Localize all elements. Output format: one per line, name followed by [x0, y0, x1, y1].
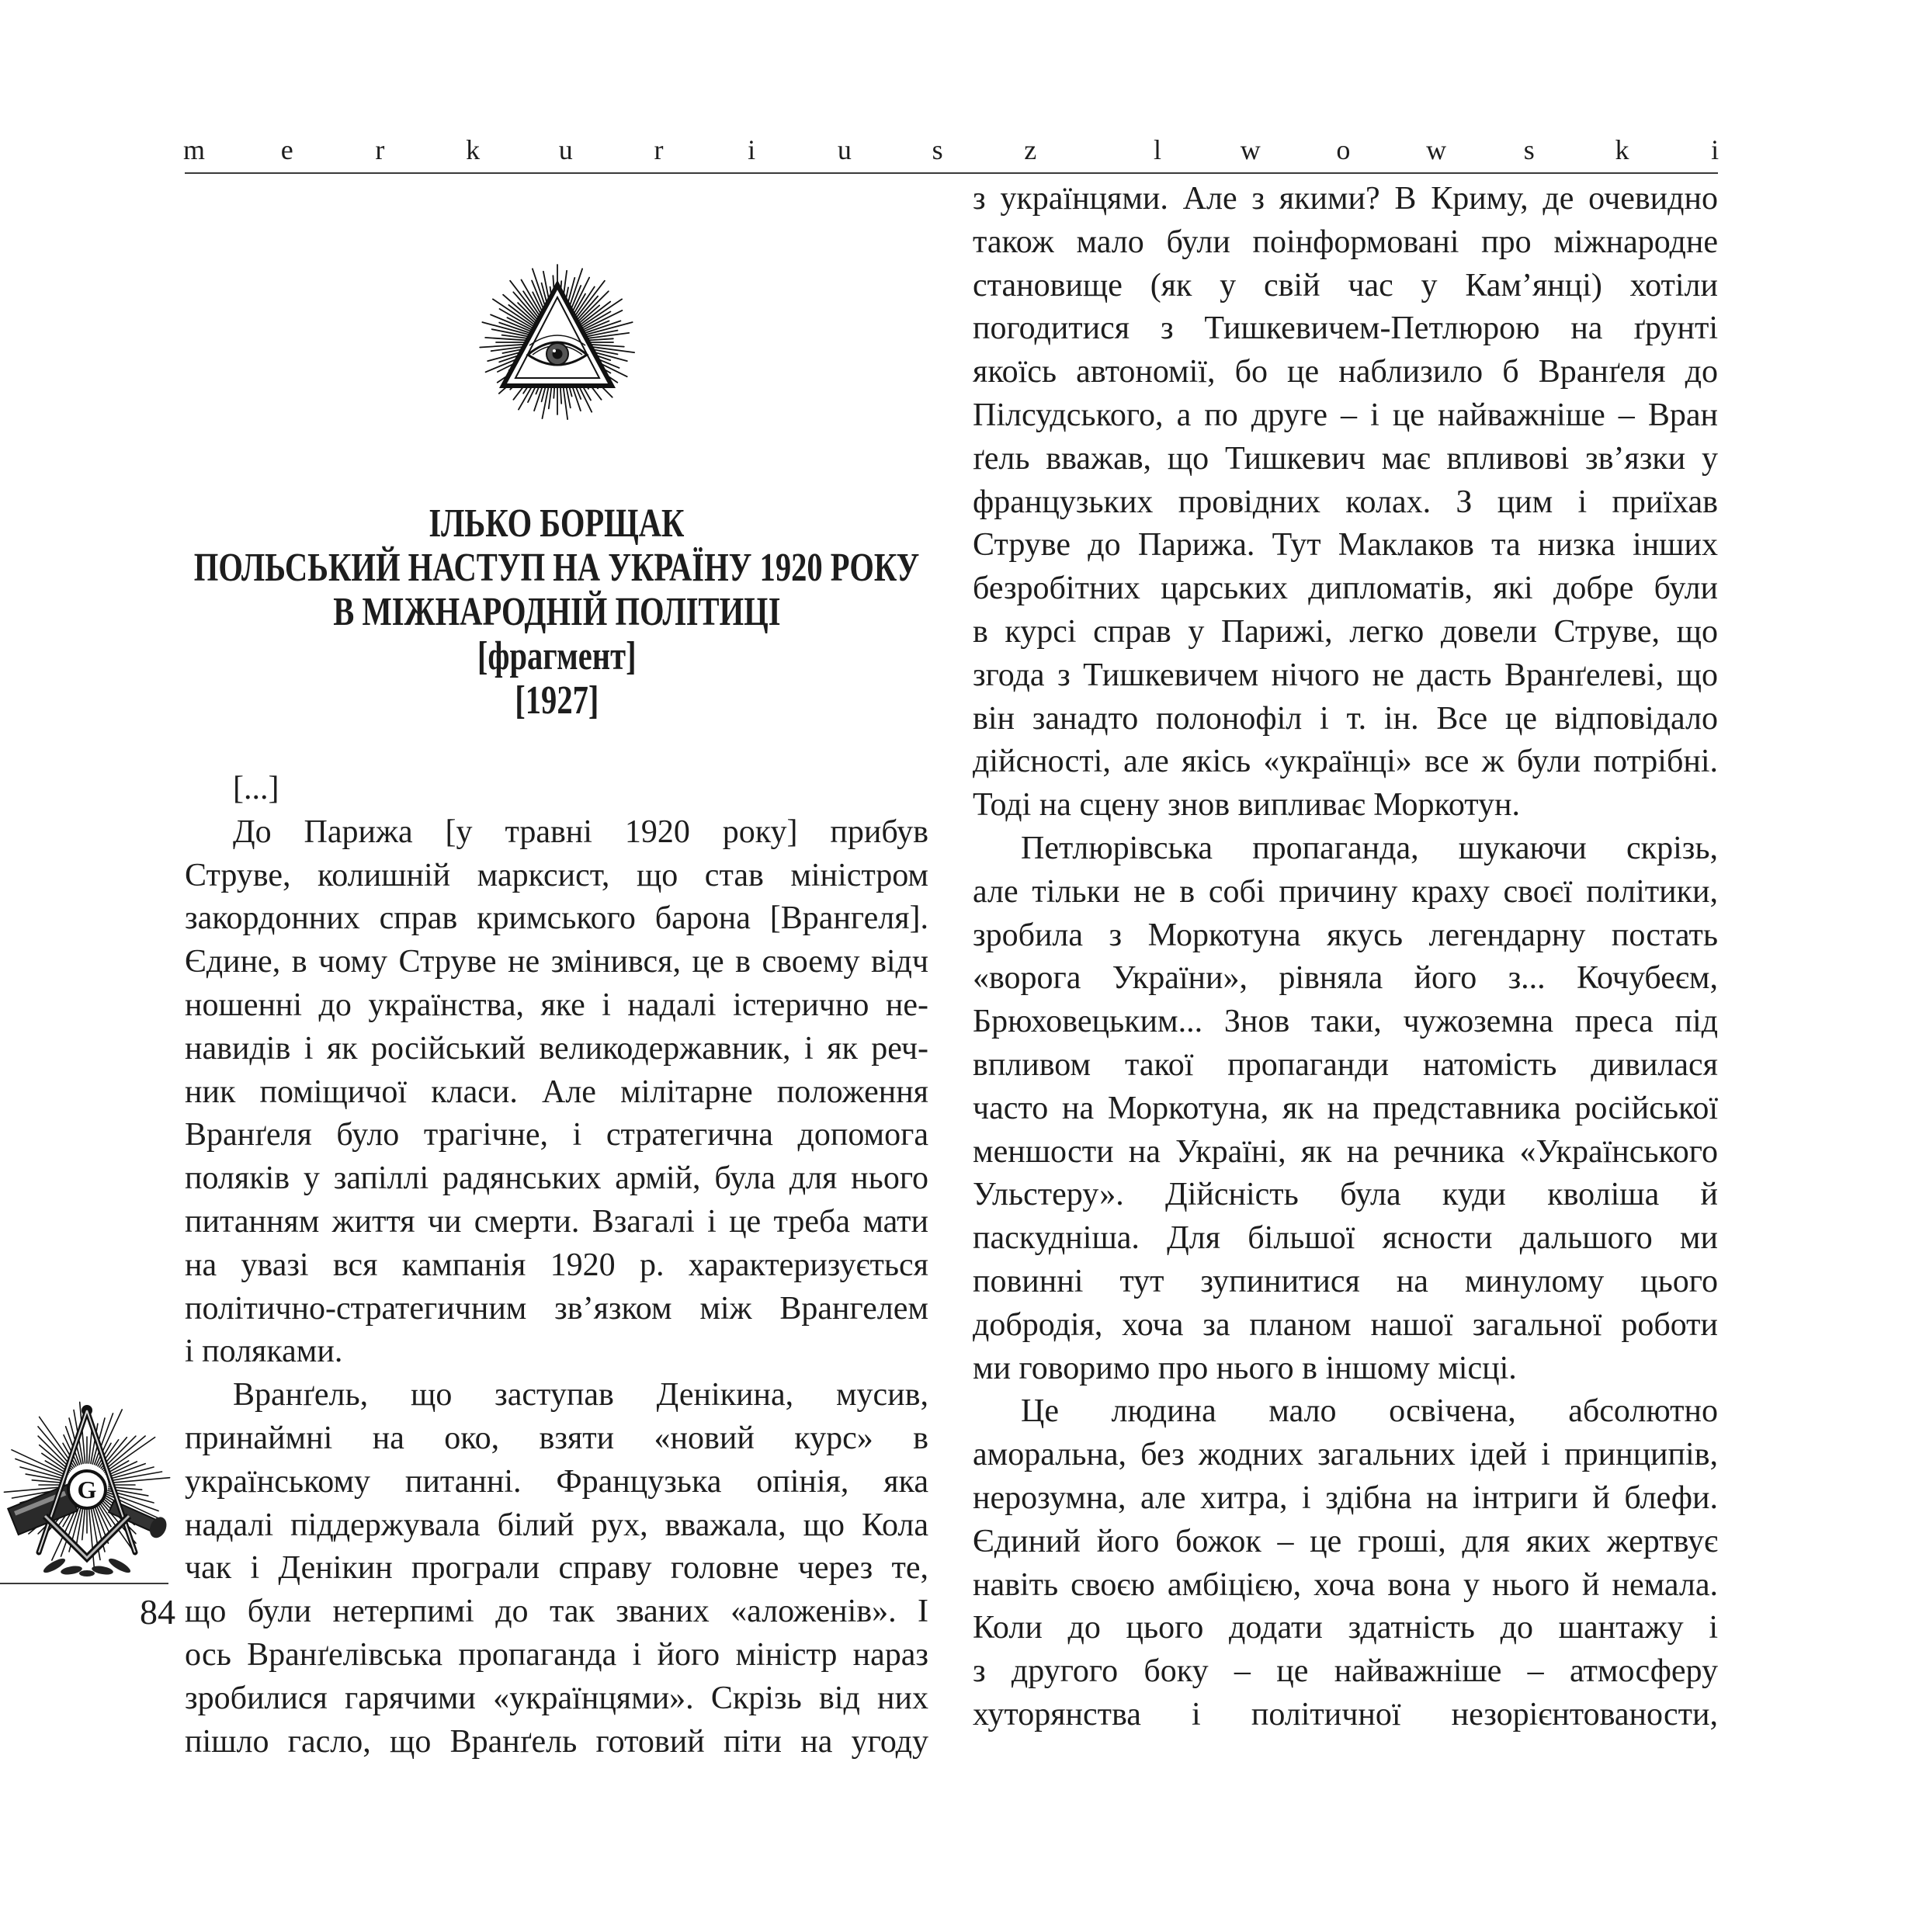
body-line: він занадто полонофіл і т. ін. Все це відповідало: [973, 700, 1718, 737]
body-line: безробітних царських дипломатів, які добре були: [973, 571, 1719, 607]
body-line: з другого боку – це найважніше – атмосферу: [973, 1653, 1718, 1690]
running-header: [0, 130, 1926, 169]
emblem-letter: G: [77, 1476, 97, 1504]
header-letter: z: [1024, 134, 1037, 165]
body-line: ось Вранґелівська пропаганда і його міністр нараз: [185, 1636, 928, 1673]
body-line: навіть своєю амбіцією, хоча вона у нього й немала.: [973, 1566, 1718, 1603]
body-line: питанням життя чи смерти. Взагалі і це треба мати: [185, 1203, 928, 1240]
article-note: [фрагмент]: [477, 634, 637, 678]
body-line: аморальна, без жодних загальних ідей і принципів,: [973, 1437, 1718, 1473]
body-line: але тільки не в собі причину краху своєї політики,: [973, 873, 1718, 910]
body-line: Струве, колишній марксист, що став міністром: [185, 857, 928, 893]
body-line: нерозумна, але хитра, і здібна на інтриги й блефи.: [973, 1479, 1718, 1516]
header-letter: w: [1426, 134, 1447, 165]
article-heading-line: В МІЖНАРОДНІЙ ПОЛІТИЦІ: [332, 590, 781, 634]
body-line: дійсності, але якісь «українці» все ж були потрібні.: [973, 744, 1718, 780]
body-line: принаймні на око, взяти «новий курс» в: [185, 1420, 928, 1456]
page-number-rule: [0, 1583, 168, 1584]
article-year: [1927]: [514, 678, 599, 723]
body-line: ник поміщичої класи. Але мілітарне положення: [185, 1074, 928, 1110]
body-line: Тоді на сцену знов випливає Моркотун.: [973, 787, 1521, 824]
header-letter: k: [466, 134, 481, 165]
body-line: українському питанні. Французька опінія, яка: [185, 1463, 928, 1500]
left-text-column: [185, 768, 928, 1764]
header-rule: [185, 172, 1718, 174]
body-line: зробилися гарячими «українцями». Скрізь від них: [185, 1680, 928, 1716]
header-letter: o: [1336, 134, 1351, 165]
body-line: «ворога України», рівняла його з... Кочубеєм,: [973, 960, 1718, 997]
body-line: і поляками.: [185, 1334, 343, 1370]
body-line: політично-стратегичним зв’язком між Врангелем: [185, 1290, 928, 1327]
body-line: Це людина мало освічена, абсолютно: [1021, 1393, 1718, 1430]
all-seeing-eye-icon: [474, 258, 641, 421]
ray: [109, 1478, 170, 1483]
body-line: згода з Тишкевичем нічого не дасть Вранґелеві, що: [973, 657, 1718, 693]
body-line: До Парижа [у травні 1920 року] прибув: [233, 813, 928, 850]
body-line: навидів і як російський великодержавник, і як реч-: [185, 1030, 929, 1067]
header-letter: r: [654, 134, 664, 165]
body-line: Ульстеру». Дійсність була куди кволіша й: [973, 1177, 1718, 1213]
body-line: впливом такої пропаганди натомість дивилася: [973, 1046, 1718, 1083]
right-text-column: [973, 178, 1718, 1737]
body-line: ми говоримо про нього в іншому місці.: [973, 1350, 1517, 1386]
body-line: Вранґеля було трагічне, і стратегична допомога: [185, 1117, 928, 1153]
article-title-block: [185, 501, 928, 723]
body-line: зробила з Моркотуна якусь легендарну постать: [973, 917, 1718, 953]
body-line: Вранґель, що заступав Денікина, мусив,: [233, 1377, 928, 1413]
body-line: Струве до Парижа. Тут Маклаков та низка інших: [973, 527, 1718, 564]
header-letter: r: [375, 134, 385, 165]
body-line: чак і Денікин програли справу головне через те,: [185, 1550, 928, 1587]
body-line: погодитися з Тишкевичем-Петлюрою на ґрунті: [973, 310, 1718, 347]
body-line: часто на Моркотуна, як на представника російської: [973, 1090, 1719, 1126]
header-letter: i: [1711, 134, 1720, 165]
body-line: поляків у запіллі радянських армій, була для нього: [185, 1160, 928, 1197]
header-letter: k: [1615, 134, 1629, 165]
body-line: Пілсудського, а по друге – і це найважніше – Вран: [973, 397, 1718, 433]
header-letter: m: [182, 134, 206, 165]
header-letter: s: [1523, 134, 1535, 165]
body-line: повинні тут зупинитися на минулому цього: [973, 1263, 1718, 1299]
header-letter: s: [932, 134, 943, 165]
body-line: [...]: [233, 771, 279, 806]
body-line: надалі піддержувала білий рух, вважала, що Кола: [185, 1507, 928, 1543]
body-line: якоїсь автономії, бо це наблизило б Вранґеля до: [973, 354, 1718, 390]
header-letter: u: [837, 134, 852, 165]
header-letter: u: [558, 134, 573, 165]
body-line: становище (як у свій час у Кам’янці) хотіли: [973, 267, 1718, 304]
article-author: ІЛЬКО БОРЩАК: [429, 501, 685, 546]
body-line: в курсі справ у Парижі, легко довели Струве, що: [973, 613, 1718, 650]
body-line: добродія, хоча за планом нашої загальної роботи: [973, 1306, 1718, 1343]
body-line: паскудніша. Для більшої ясности дальшого ми: [973, 1220, 1718, 1257]
header-letter: e: [280, 134, 293, 165]
body-line: також мало були поінформовані про міжнародне: [973, 224, 1718, 260]
square-and-compass-icon: [0, 1393, 171, 1580]
body-line: що були нетерпимі до так званих «аложенів». І: [185, 1594, 928, 1630]
body-line: ношенні до українства, яке і надалі істерично не-: [185, 987, 928, 1023]
body-line: Єдине, в чому Струве не змінився, це в своему відч: [185, 944, 928, 980]
body-line: Коли до цього додати здатність до шантажу і: [973, 1610, 1718, 1646]
header-letter: i: [748, 134, 756, 165]
body-line: на увазі вся кампанія 1920 р. характеризується: [185, 1247, 929, 1283]
body-line: закордонних справ кримського барона [Врангеля].: [185, 900, 928, 937]
page-number: 84: [140, 1592, 175, 1632]
body-line: з українцями. Але з якими? В Криму, де очевидно: [973, 181, 1718, 217]
header-letter: l: [1153, 134, 1162, 165]
body-line: Єдиний його божок – це гроші, для яких жертвує: [973, 1523, 1718, 1559]
body-line: хуторянства і політичної незорієнтованости,: [973, 1696, 1718, 1733]
article-heading-line: ПОЛЬСЬКИЙ НАСТУП НА УКРАЇНУ 1920 РОКУ: [193, 546, 920, 590]
body-line: меншости на Україні, як на речника «Українського: [973, 1133, 1718, 1170]
body-line: Брюховецьким... Знов таки, чужоземна преса під: [973, 1004, 1718, 1040]
body-line: ґель вважав, що Тишкевич має впливові зв’язки у: [973, 440, 1718, 477]
header-letter: w: [1240, 134, 1261, 165]
body-line: пішло гасло, що Вранґель готовий піти на угоду: [185, 1723, 928, 1760]
body-line: Петлюрівська пропаганда, шукаючи скрізь,: [1021, 830, 1718, 866]
body-line: французьких провідних колах. З цим і приїхав: [973, 484, 1718, 520]
